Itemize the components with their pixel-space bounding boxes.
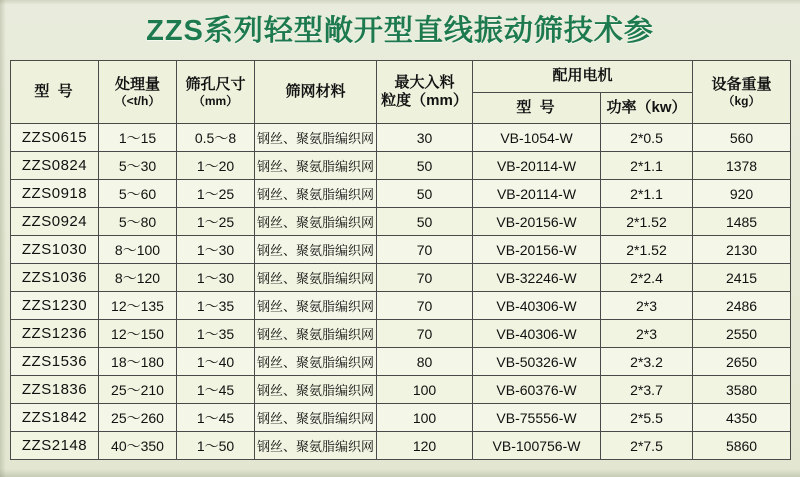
cell-feed-size: 120 [377,432,473,460]
table-head [11,61,791,124]
table-row [11,152,791,180]
cell-aperture: 1～45 [177,404,255,432]
table-row [11,432,791,460]
cell-weight: 1378 [693,152,791,180]
cell-capacity: 8～120 [99,264,177,292]
cell-aperture: 1～45 [177,376,255,404]
cell-motor-power: 2*1.52 [601,236,693,264]
cell-motor-model: VB-1054-W [473,124,601,152]
table-body [11,124,791,460]
cell-model: ZZS1836 [11,376,99,404]
specifications-table [10,60,791,460]
cell-feed-size: 50 [377,152,473,180]
cell-motor-model: VB-100756-W [473,432,601,460]
cell-mesh-material: 钢丝、聚氨脂编织网 [255,180,377,208]
cell-motor-model: VB-50326-W [473,348,601,376]
header-feed-size [377,61,473,124]
page-title: ZZS系列轻型敞开型直线振动筛技术参 [146,15,654,47]
cell-model: ZZS1842 [11,404,99,432]
cell-mesh-material: 钢丝、聚氨脂编织网 [255,264,377,292]
cell-feed-size: 70 [377,320,473,348]
cell-weight: 2550 [693,320,791,348]
cell-model: ZZS1536 [11,348,99,376]
cell-model: ZZS2148 [11,432,99,460]
cell-weight: 2650 [693,348,791,376]
cell-feed-size: 70 [377,264,473,292]
cell-feed-size: 50 [377,180,473,208]
header-motor-model-label: 型 号 [516,98,557,116]
cell-weight: 2130 [693,236,791,264]
cell-aperture: 1～25 [177,180,255,208]
cell-weight: 2486 [693,292,791,320]
header-capacity [99,61,177,124]
header-motor-group-label: 配用电机 [552,67,613,85]
cell-capacity: 25～260 [99,404,177,432]
cell-feed-size: 30 [377,124,473,152]
cell-feed-size: 80 [377,348,473,376]
header-motor-power [601,92,693,124]
cell-mesh-material: 钢丝、聚氨脂编织网 [255,432,377,460]
table-row [11,236,791,264]
page-edge-shadow-bottom [0,469,800,477]
cell-aperture: 1～30 [177,264,255,292]
cell-mesh-material: 钢丝、聚氨脂编织网 [255,208,377,236]
header-mesh-material [255,61,377,124]
cell-model: ZZS0824 [11,152,99,180]
cell-mesh-material: 钢丝、聚氨脂编织网 [255,152,377,180]
cell-motor-power: 2*3.7 [601,376,693,404]
cell-capacity: 5～60 [99,180,177,208]
cell-capacity: 12～135 [99,292,177,320]
cell-capacity: 1～15 [99,124,177,152]
table-row [11,348,791,376]
table-row [11,404,791,432]
header-mesh-material-label: 筛网材料 [285,83,346,100]
cell-feed-size: 100 [377,404,473,432]
cell-feed-size: 70 [377,292,473,320]
cell-motor-power: 2*3 [601,292,693,320]
cell-model: ZZS1036 [11,264,99,292]
cell-aperture: 1～35 [177,320,255,348]
header-weight-line1: 设备重量 [711,75,772,93]
cell-weight: 5860 [693,432,791,460]
cell-weight: 4350 [693,404,791,432]
cell-model: ZZS1030 [11,236,99,264]
cell-motor-model: VB-20114-W [473,180,601,208]
cell-mesh-material: 钢丝、聚氨脂编织网 [255,404,377,432]
cell-model: ZZS1230 [11,292,99,320]
cell-motor-power: 2*1.1 [601,152,693,180]
cell-aperture: 1～25 [177,208,255,236]
cell-capacity: 5～30 [99,152,177,180]
cell-motor-model: VB-32246-W [473,264,601,292]
header-feed-line1: 最大入料 [394,74,455,91]
cell-model: ZZS0615 [11,124,99,152]
cell-mesh-material: 钢丝、聚氨脂编织网 [255,348,377,376]
header-feed-line2: 粒度（mm） [381,92,468,109]
cell-motor-power: 2*5.5 [601,404,693,432]
cell-motor-power: 2*3 [601,320,693,348]
table-row [11,376,791,404]
table-row [11,124,791,152]
cell-capacity: 12～150 [99,320,177,348]
cell-motor-power: 2*2.4 [601,264,693,292]
header-aperture-line2: （mm） [192,93,239,108]
cell-motor-model: VB-20156-W [473,236,601,264]
cell-aperture: 1～40 [177,348,255,376]
table-row [11,264,791,292]
cell-motor-model: VB-75556-W [473,404,601,432]
cell-mesh-material: 钢丝、聚氨脂编织网 [255,292,377,320]
header-aperture [177,61,255,124]
table-row [11,180,791,208]
cell-mesh-material: 钢丝、聚氨脂编织网 [255,236,377,264]
cell-mesh-material: 钢丝、聚氨脂编织网 [255,320,377,348]
cell-weight: 1485 [693,208,791,236]
cell-model: ZZS0924 [11,208,99,236]
header-capacity-line2: （<t/h） [114,93,161,108]
cell-motor-power: 2*7.5 [601,432,693,460]
cell-motor-power: 2*3.2 [601,348,693,376]
cell-weight: 560 [693,124,791,152]
cell-motor-model: VB-40306-W [473,292,601,320]
cell-motor-model: VB-60376-W [473,376,601,404]
table-row [11,320,791,348]
cell-capacity: 18～180 [99,348,177,376]
cell-aperture: 0.5～8 [177,124,255,152]
cell-capacity: 8～100 [99,236,177,264]
cell-mesh-material: 钢丝、聚氨脂编织网 [255,376,377,404]
header-model [11,61,99,124]
cell-weight: 2415 [693,264,791,292]
cell-capacity: 40～350 [99,432,177,460]
table-row [11,292,791,320]
cell-aperture: 1～20 [177,152,255,180]
page-edge-shadow-left [0,0,6,477]
header-capacity-line1: 处理量 [114,75,160,93]
cell-motor-model: VB-20114-W [473,152,601,180]
cell-motor-power: 2*1.52 [601,208,693,236]
cell-weight: 3580 [693,376,791,404]
header-motor-group [473,61,693,93]
header-model-label: 型 号 [34,83,75,100]
header-weight [693,61,791,124]
cell-motor-model: VB-20156-W [473,208,601,236]
table-row [11,208,791,236]
cell-aperture: 1～50 [177,432,255,460]
header-aperture-line1: 筛孔尺寸 [185,75,246,93]
cell-feed-size: 70 [377,236,473,264]
header-weight-line2: （kg） [722,93,761,108]
cell-motor-power: 2*1.1 [601,180,693,208]
cell-aperture: 1～35 [177,292,255,320]
cell-weight: 920 [693,180,791,208]
cell-motor-model: VB-40306-W [473,320,601,348]
cell-motor-power: 2*0.5 [601,124,693,152]
cell-capacity: 5～80 [99,208,177,236]
cell-model: ZZS0918 [11,180,99,208]
header-row-1 [11,61,791,93]
header-motor-power-label: 功率（kw） [606,98,687,116]
cell-aperture: 1～30 [177,236,255,264]
spec-table-container [10,60,790,460]
cell-feed-size: 50 [377,208,473,236]
page-edge-shadow-top [0,0,800,5]
cell-capacity: 25～210 [99,376,177,404]
cell-feed-size: 100 [377,376,473,404]
header-motor-model [473,92,601,124]
cell-model: ZZS1236 [11,320,99,348]
cell-mesh-material: 钢丝、聚氨脂编织网 [255,124,377,152]
